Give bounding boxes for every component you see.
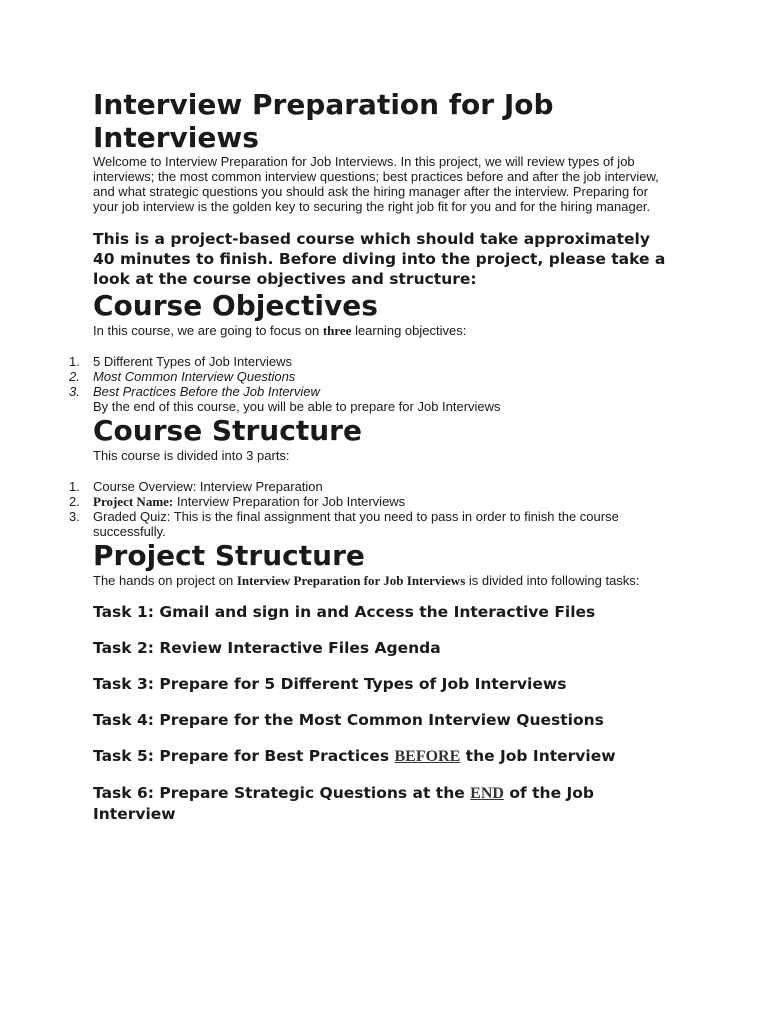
task-text: of the Job Interview bbox=[93, 784, 594, 823]
list-item bbox=[69, 479, 673, 494]
objectives-list bbox=[69, 354, 673, 399]
task-item-5 bbox=[93, 746, 673, 767]
project-name-label: Project Name: bbox=[93, 494, 174, 509]
task-item-4: Task 4: Prepare for the Most Common Interview Questions bbox=[93, 711, 604, 729]
task-emphasis: BEFORE bbox=[394, 748, 461, 765]
list-number: 2. bbox=[69, 369, 80, 384]
task-item-6 bbox=[93, 783, 673, 824]
document-page bbox=[69, 88, 673, 824]
project-intro bbox=[93, 573, 673, 588]
list-number: 3. bbox=[69, 509, 80, 524]
objectives-intro bbox=[93, 323, 673, 338]
list-item bbox=[69, 354, 673, 369]
task-item-3: Task 3: Prepare for 5 Different Types of Job Interviews bbox=[93, 675, 567, 693]
project-intro-after: is divided into following tasks: bbox=[465, 573, 640, 588]
objectives-intro-after: learning objectives: bbox=[351, 323, 467, 338]
objectives-intro-before: In this course, we are going to focus on bbox=[93, 323, 323, 338]
list-item bbox=[69, 369, 673, 384]
list-item bbox=[69, 494, 673, 509]
list-item-text: Most Common Interview Questions bbox=[93, 369, 296, 384]
list-item bbox=[69, 509, 673, 539]
list-item bbox=[69, 384, 673, 399]
structure-list bbox=[69, 479, 673, 539]
task-text: Task 5: Prepare for Best Practices bbox=[93, 747, 395, 765]
project-intro-before: The hands on project on bbox=[93, 573, 237, 588]
objectives-intro-bold: three bbox=[322, 323, 352, 338]
objectives-heading: Course Objectives bbox=[93, 289, 378, 322]
list-item-text: 5 Different Types of Job Interviews bbox=[93, 354, 292, 369]
list-item-text: Course Overview: Interview Preparation bbox=[93, 479, 323, 494]
list-item-text: Graded Quiz: This is the final assignment that you need to pass in order to finish the course successfully. bbox=[93, 509, 619, 539]
list-item-text: Interview Preparation for Job Interviews bbox=[173, 494, 406, 509]
project-intro-bold: Interview Preparation for Job Interviews bbox=[236, 573, 466, 588]
lead-paragraph: This is a project-based course which should take approximately 40 minutes to finish. Before diving into the project, please take a look at the course objectives and structure: bbox=[93, 230, 666, 288]
project-heading: Project Structure bbox=[93, 539, 365, 572]
task-text: the Job Interview bbox=[460, 747, 616, 765]
task-item-2: Task 2: Review Interactive Files Agenda bbox=[93, 639, 441, 657]
intro-paragraph: Welcome to Interview Preparation for Job Interviews. In this project, we will review types of job interviews; the most common interview questions; best practices before and after the job interview, and what strategic questions you should ask the hiring manager after the interview. Preparing for your job interview is the golden key to securing the right job fit for you and for the hiring manager. bbox=[93, 154, 659, 214]
list-number: 3. bbox=[69, 384, 80, 399]
document-title: Interview Preparation for Job Interviews bbox=[93, 88, 554, 154]
list-item-text: Best Practices Before the Job Interview bbox=[93, 384, 320, 399]
list-number: 2. bbox=[69, 494, 80, 509]
task-emphasis: END bbox=[470, 785, 504, 802]
structure-heading: Course Structure bbox=[93, 414, 362, 447]
structure-intro: This course is divided into 3 parts: bbox=[93, 448, 290, 463]
task-item-1: Task 1: Gmail and sign in and Access the Interactive Files bbox=[93, 603, 596, 621]
list-number: 1. bbox=[69, 354, 80, 369]
task-text: Task 6: Prepare Strategic Questions at the bbox=[93, 784, 471, 802]
list-number: 1. bbox=[69, 479, 80, 494]
objectives-closing: By the end of this course, you will be able to prepare for Job Interviews bbox=[93, 399, 501, 414]
